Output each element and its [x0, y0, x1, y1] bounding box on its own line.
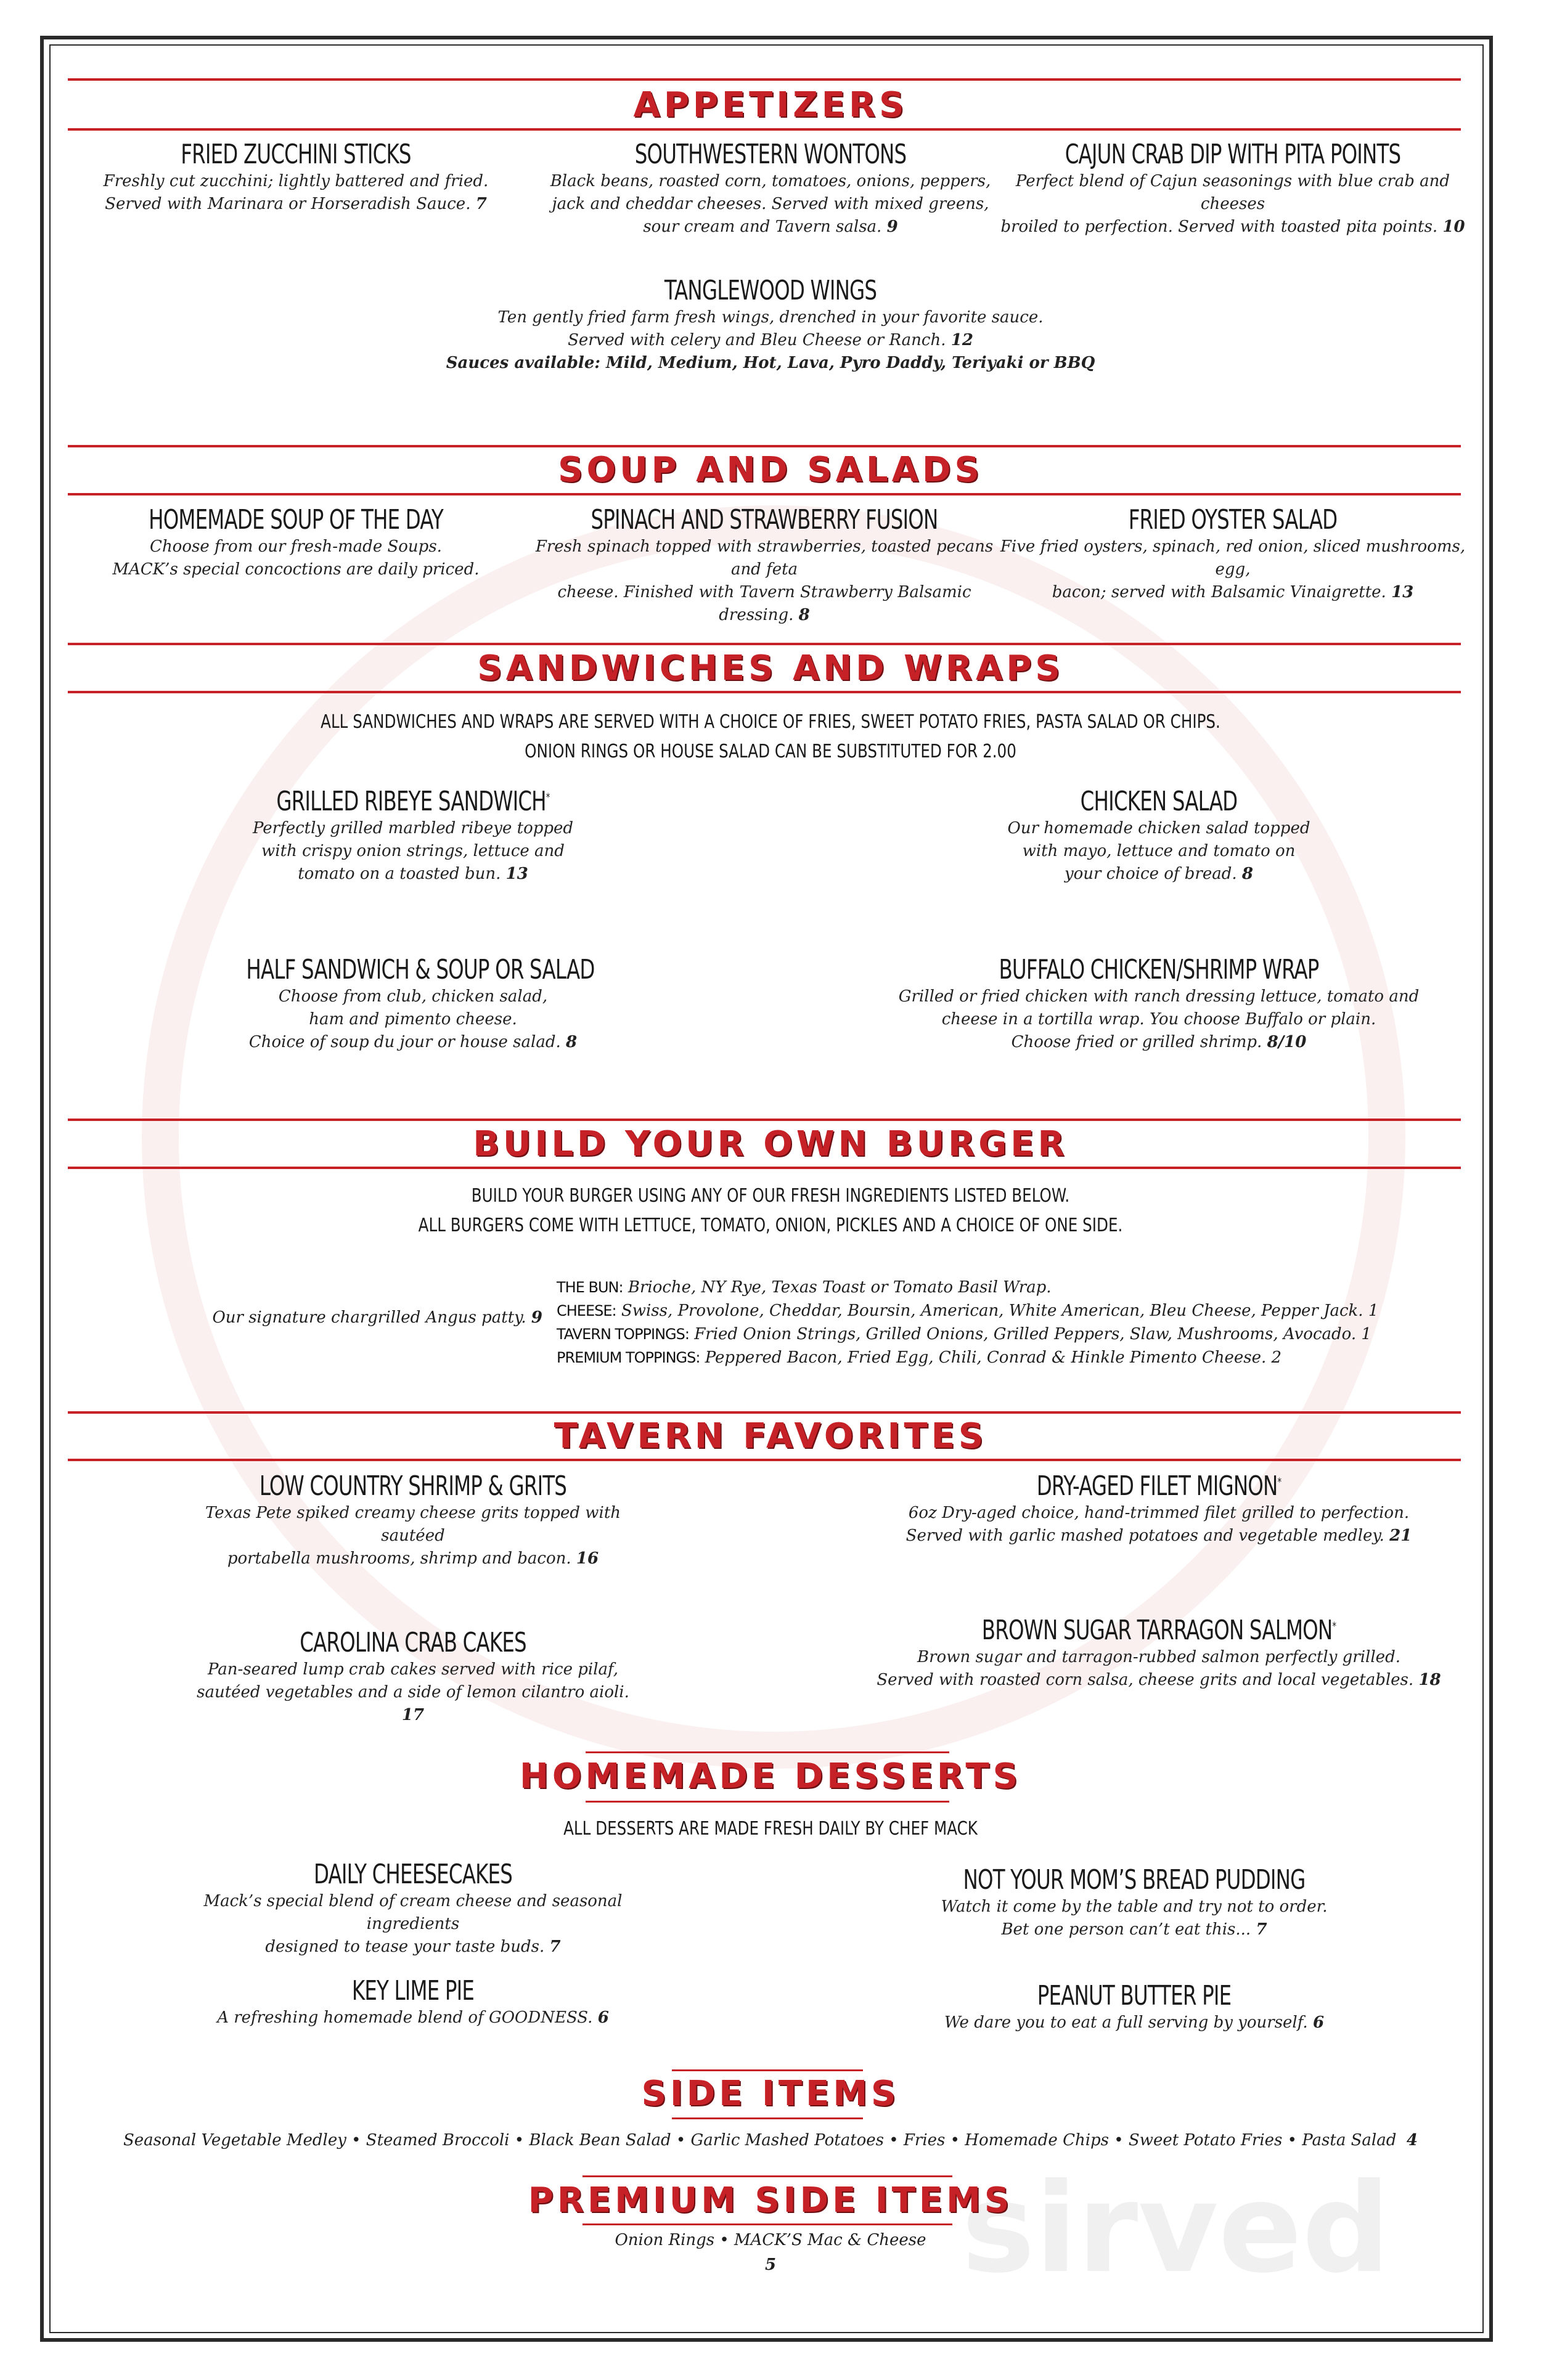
item-name: HALF SANDWICH & SOUP OR SALAD — [246, 954, 595, 985]
menu-item-wings — [401, 275, 1140, 375]
menu-item-zucchini — [86, 139, 505, 216]
item-desc: Freshly cut zucchini; lightly battered and fried. Served with Marinara or Horseradish Sauce. 7 — [103, 172, 489, 213]
item-name: SPINACH AND STRAWBERRY FUSION — [591, 504, 938, 536]
item-name: KEY LIME PIE — [351, 1975, 475, 2007]
divider — [672, 2069, 863, 2071]
dessert-note: ALL DESSERTS ARE MADE FRESH DAILY BY CHEF MACK — [563, 1818, 978, 1840]
item-desc: Grilled or fried chicken with ranch dressing lettuce, tomato and cheese in a tortilla wrap. You choose Buffalo or plain. Choose fried or grilled shrimp. 8/10 — [898, 987, 1420, 1051]
divider — [586, 1801, 949, 1803]
item-name: CHICKEN SALAD — [1080, 786, 1238, 817]
divider — [68, 1119, 1461, 1121]
item-name: HOMEMADE SOUP OF THE DAY — [149, 504, 443, 536]
cheese-options: CHEESE: Swiss, Provolone, Cheddar, Boursin, American, White American, Bleu Cheese, Pepper Jack. 1 — [557, 1302, 1379, 1320]
item-name: DAILY CHEESECAKES — [313, 1859, 513, 1890]
menu-item-spinach-salad — [530, 504, 999, 627]
item-name: PEANUT BUTTER PIE — [1037, 1980, 1232, 2011]
section-title-desserts: HOMEMADE DESSERTS — [519, 1756, 1022, 1796]
divider — [68, 445, 1461, 447]
item-desc: A refreshing homemade blend of GOODNESS. 6 — [217, 2008, 609, 2027]
divider — [68, 1167, 1461, 1169]
item-name: BUFFALO CHICKEN/SHRIMP WRAP — [999, 954, 1319, 985]
menu-item-chicken-salad — [955, 786, 1362, 886]
menu-item-peanut-butter-pie — [881, 1980, 1387, 2034]
sandwich-note-substitute: ONION RINGS OR HOUSE SALAD CAN BE SUBSTITUTED FOR 2.00 — [525, 741, 1016, 762]
menu-item-oyster-salad — [999, 504, 1467, 604]
item-desc: 6oz Dry-aged choice, hand-trimmed filet grilled to perfection. Served with garlic mashed potatoes and vegetable medley. 21 — [905, 1504, 1412, 1545]
section-title-sandwiches: SANDWICHES AND WRAPS — [477, 648, 1064, 688]
item-desc: Five fried oysters, spinach, red onion, sliced mushrooms, egg, bacon; served with Balsamic Vinaigrette. 13 — [1000, 537, 1466, 601]
item-name: LOW COUNTRY SHRIMP & GRITS — [259, 1470, 567, 1502]
divider — [68, 1459, 1461, 1461]
section-title-premium-sides: PREMIUM SIDE ITEMS — [528, 2180, 1013, 2220]
burger-options — [557, 1276, 1379, 1369]
divider — [672, 2117, 863, 2119]
section-title-sides: SIDE ITEMS — [641, 2074, 900, 2114]
menu-item-soup — [86, 504, 505, 581]
divider — [68, 78, 1461, 81]
item-name: CAJUN CRAB DIP WITH PITA POINTS — [1065, 139, 1401, 170]
menu-item-crab-dip — [999, 139, 1467, 238]
item-desc: Choose from club, chicken salad, ham and pimento cheese. Choice of soup du jour or house salad. 8 — [248, 987, 578, 1051]
menu-item-shrimp-grits — [185, 1470, 641, 1570]
menu-item-bread-pudding — [881, 1864, 1387, 1941]
sandwich-note-sides: ALL SANDWICHES AND WRAPS ARE SERVED WITH A CHOICE OF FRIES, SWEET POTATO FRIES, PASTA SALAD OR CHIPS. — [321, 711, 1220, 733]
premium-side-list: Onion Rings • MACK’S Mac & Cheese — [615, 2231, 926, 2249]
side-items-list: Seasonal Vegetable Medley • Steamed Broccoli • Black Bean Salad • Garlic Mashed Potatoes • Fries • Homemade Chips • Sweet Potato Fries • Pasta Salad 4 — [123, 2131, 1418, 2150]
sirved-watermark: sirved — [962, 2157, 1391, 2301]
menu-item-key-lime — [191, 1975, 635, 2029]
divider — [582, 2223, 952, 2225]
item-desc: Pan-seared lump crab cakes served with rice pilaf, sautéed vegetables and a side of lemon cilantro aioli. 17 — [197, 1660, 629, 1724]
item-name: GRILLED RIBEYE SANDWICH* — [276, 786, 550, 817]
item-name: NOT YOUR MOM’S BREAD PUDDING — [963, 1864, 1306, 1896]
item-desc: Choose from our fresh-made Soups. MACK’s special concoctions are daily priced. — [112, 537, 480, 579]
item-name: FRIED OYSTER SALAD — [1128, 504, 1338, 536]
item-name: CAROLINA CRAB CAKES — [300, 1627, 526, 1658]
section-title-tavern: TAVERN FAVORITES — [554, 1416, 987, 1456]
menu-item-half-sandwich — [210, 954, 616, 1054]
item-name: TANGLEWOOD WINGS — [664, 275, 877, 306]
menu-item-crab-cakes — [185, 1627, 641, 1727]
item-desc: We dare you to eat a full serving by yourself. 6 — [944, 2013, 1325, 2032]
menu-item-buffalo-wrap — [875, 954, 1442, 1054]
item-desc: Perfect blend of Cajun seasonings with blue crab and cheeses broiled to perfection. Served with toasted pita points. 10 — [1000, 172, 1465, 236]
divider — [68, 691, 1461, 693]
menu-item-salmon — [863, 1615, 1455, 1692]
premium-side-price: 5 — [764, 2256, 777, 2274]
item-desc: Texas Pete spiked creamy cheese grits topped with sautéed portabella mushrooms, shrimp and bacon. 16 — [205, 1504, 621, 1568]
bun-options: THE BUN: Brioche, NY Rye, Texas Toast or Tomato Basil Wrap. — [557, 1278, 1052, 1297]
item-desc: Fresh spinach topped with strawberries, toasted pecans and feta cheese. Finished with Tavern Strawberry Balsamic dressing. 8 — [535, 537, 994, 624]
item-name: SOUTHWESTERN WONTONS — [634, 139, 907, 170]
item-name: DRY-AGED FILET MIGNON* — [1036, 1470, 1281, 1502]
item-desc: Mack’s special blend of cream cheese and seasonal ingredients designed to tease your taste buds. 7 — [203, 1892, 623, 1956]
sauces-list: Sauces available: Mild, Medium, Hot, Lava, Pyro Daddy, Teriyaki or BBQ — [446, 354, 1095, 372]
item-desc: Brown sugar and tarragon-rubbed salmon perfectly grilled. Served with roasted corn salsa, cheese grits and local vegetables. 18 — [877, 1648, 1441, 1689]
burger-patty: Our signature chargrilled Angus patty. 9 — [212, 1308, 542, 1327]
item-desc: Black beans, roasted corn, tomatoes, onions, peppers, jack and cheddar cheeses. Served with mixed greens, sour cream and Tavern salsa. 9 — [550, 172, 991, 236]
menu-item-wontons — [549, 139, 992, 238]
burger-note-ingredients: BUILD YOUR BURGER USING ANY OF OUR FRESH INGREDIENTS LISTED BELOW. — [471, 1185, 1070, 1207]
item-desc: Our homemade chicken salad topped with mayo, lettuce and tomato on your choice of bread. 8 — [1007, 819, 1310, 883]
divider — [68, 1411, 1461, 1414]
section-title-appetizers: APPETIZERS — [633, 85, 908, 125]
tavern-toppings: TAVERN TOPPINGS: Fried Onion Strings, Grilled Onions, Grilled Peppers, Slaw, Mushrooms, Avocado. 1 — [557, 1325, 1371, 1343]
divider — [68, 128, 1461, 131]
section-title-burger: BUILD YOUR OWN BURGER — [473, 1124, 1068, 1164]
item-name: FRIED ZUCCHINI STICKS — [181, 139, 411, 170]
item-desc: Watch it come by the table and try not to order. Bet one person can’t eat this... 7 — [941, 1897, 1328, 1939]
divider — [582, 2175, 952, 2177]
divider — [586, 1751, 949, 1753]
premium-toppings: PREMIUM TOPPINGS: Peppered Bacon, Fried Egg, Chili, Conrad & Hinkle Pimento Cheese. 2 — [557, 1348, 1282, 1367]
divider — [68, 493, 1461, 495]
burger-note-included: ALL BURGERS COME WITH LETTUCE, TOMATO, ONION, PICKLES AND A CHOICE OF ONE SIDE. — [418, 1215, 1123, 1236]
item-desc: Ten gently fried farm fresh wings, drenched in your favorite sauce. Served with celery and Bleu Cheese or Ranch. 12 — [497, 308, 1044, 349]
menu-item-cheesecake — [191, 1859, 635, 1958]
menu-item-filet-mignon — [875, 1470, 1442, 1547]
menu-item-ribeye — [210, 786, 616, 886]
divider — [68, 643, 1461, 645]
item-desc: Perfectly grilled marbled ribeye topped with crispy onion strings, lettuce and tomato on a toasted bun. 13 — [252, 819, 574, 883]
item-name: BROWN SUGAR TARRAGON SALMON* — [981, 1615, 1336, 1646]
section-title-soup-salads: SOUP AND SALADS — [558, 450, 983, 490]
